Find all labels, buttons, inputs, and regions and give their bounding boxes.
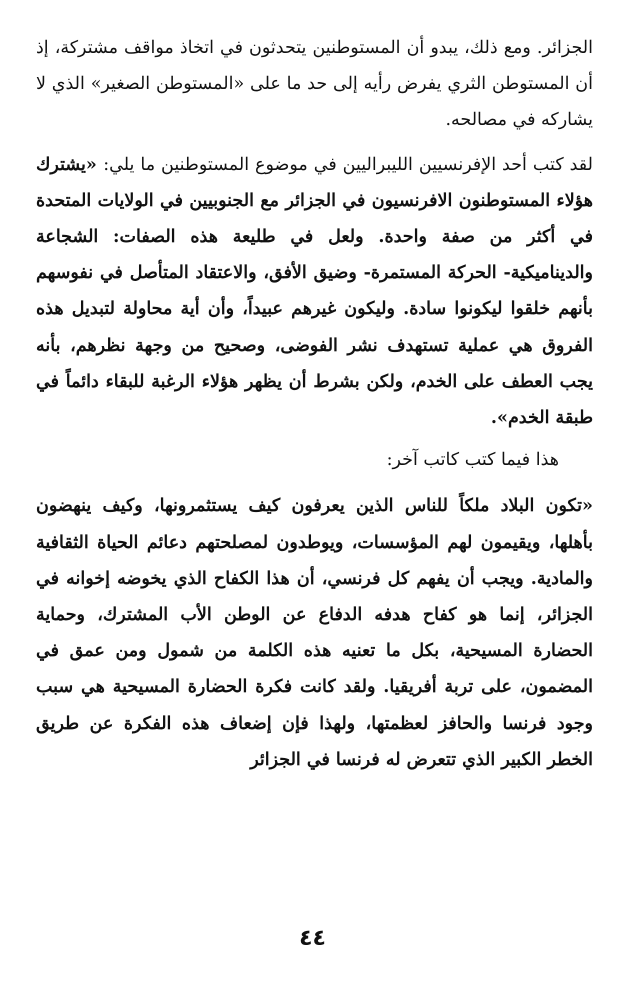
paragraph-liberal-quote	[36, 147, 593, 437]
page-body	[36, 30, 593, 778]
paragraph-second-quote: «تكون البلاد ملكاً للناس الذين يعرفون كيف يستثمرونها، وكيف ينهضون بأهلها، ويقيمون لهم المؤسسات، ويوطدون لمصلحتهم دعائم الحياة الثقافية والمادية. ويجب أن يفهم كل فرنسي، أن هذا الكفاح الذي يخوضه إخوانه في الجزائر، إنما هو كفاح هدفه الدفاع عن الوطن الأب المشترك، وحماية الحضارة المسيحية، بكل ما تعنيه هذه الكلمة من شمول ومن عمق في المضمون، على تربة أفريقيا. ولقد كانت فكرة الحضارة المسيحية هي سبب وجود فرنسا والحافز لعظمتها، ولهذا فإن إضعاف هذه الفكرة عن طريق الخطر الكبير الذي تتعرض له فرنسا في الجزائر	[36, 496, 593, 770]
paragraph-settlers-intro: الجزائر. ومع ذلك، يبدو أن المستوطنين يتحدثون في اتخاذ مواقف مشتركة، إذ أن المستوطن الثري يفرض رأيه إلى حد ما على «المستوطن الصغير» الذي لا يشاركه في مصالحه.	[36, 38, 593, 131]
paragraph-another-writer: هذا فيما كتب كاتب آخر:	[386, 450, 559, 471]
quote-intro-text: لقد كتب أحد الإفرنسيين الليبراليين في موضوع المستوطنين ما يلي:	[103, 154, 593, 175]
quote-text: «يشترك هؤلاء المستوطنون الافرنسيون في الجزائر مع الجنوبيين في الولايات المتحدة في أكثر من صفة واحدة. ولعل في طليعة هذه الصفات: الشجاعة والديناميكية- الحركة المستمرة- وضيق الأفق، والاعتقاد المتأصل في نفوسهم بأنهم خلقوا ليكونوا سادة. وليكون غيرهم عبيداً، وأن أية محاولة لتبديل هذه الفروق هي عملية تستهدف نشر الفوضى، وصحيح من وجهة نظرهم، بأنه يجب العطف على الخدم، ولكن بشرط أن يظهر هؤلاء الرغبة للبقاء دائماً في طبقة الخدم».	[36, 154, 593, 429]
page-number: ٤٤	[299, 926, 326, 951]
